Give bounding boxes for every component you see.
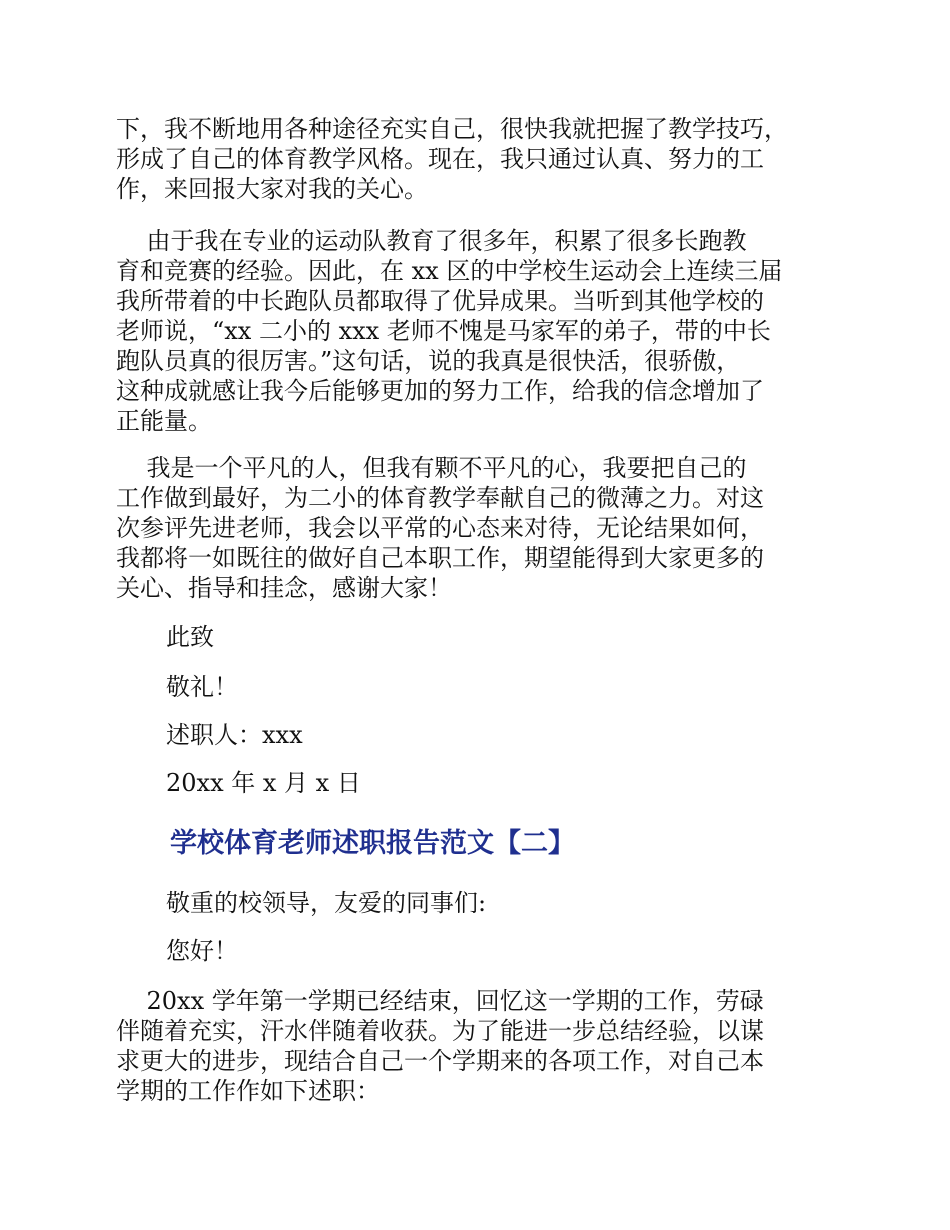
section-heading: 学校体育老师述职报告范文【二】 bbox=[170, 828, 575, 859]
text-line: 我所带着的中长跑队员都取得了优异成果。当听到其他学校的 bbox=[116, 287, 764, 315]
salutation-line: 敬重的校领导，友爱的同事们: bbox=[166, 889, 487, 917]
text-line: 伴随着充实，汗水伴随着收获。为了能进一步总结经验，以谋 bbox=[116, 1017, 764, 1045]
paragraph-summary bbox=[116, 986, 836, 1106]
closing-salute: 敬礼！ bbox=[166, 673, 238, 701]
paragraph-achievements bbox=[116, 226, 836, 436]
text-line: 20xx 学年第一学期已经结束，回忆这一学期的工作，劳碌 bbox=[116, 987, 764, 1015]
closing-line: 此致 bbox=[166, 623, 214, 651]
text-line: 关心、指导和挂念，感谢大家！ bbox=[116, 574, 452, 602]
text-line: 形成了自己的体育教学风格。现在，我只通过认真、努力的工 bbox=[116, 145, 764, 173]
greeting-line: 您好！ bbox=[166, 937, 238, 965]
text-line: 我是一个平凡的人，但我有颗不平凡的心，我要把自己的 bbox=[116, 454, 747, 482]
text-line: 求更大的进步，现结合自己一个学期来的各项工作，对自己本 bbox=[116, 1047, 764, 1075]
text-line: 跑队员真的很厉害。”这句话，说的我真是很快活，很骄傲， bbox=[116, 347, 741, 375]
date-line: 20xx 年 x 月 x 日 bbox=[166, 769, 361, 797]
text-line: 工作做到最好，为二小的体育教学奉献自己的微薄之力。对这 bbox=[116, 484, 764, 512]
text-line: 老师说，“xx 二小的 xxx 老师不愧是马家军的弟子，带的中长 bbox=[116, 317, 771, 345]
text-line: 次参评先进老师，我会以平常的心态来对待，无论结果如何， bbox=[116, 514, 764, 542]
paragraph-commitment bbox=[116, 453, 836, 603]
text-line: 由于我在专业的运动队教育了很多年，积累了很多长跑教 bbox=[116, 227, 747, 255]
text-line: 学期的工作作如下述职： bbox=[116, 1077, 380, 1105]
text-line: 正能量。 bbox=[116, 407, 212, 435]
text-line: 这种成就感让我今后能够更加的努力工作，给我的信念增加了 bbox=[116, 377, 764, 405]
text-line: 作，来回报大家对我的关心。 bbox=[116, 175, 428, 203]
text-line: 育和竞赛的经验。因此，在 xx 区的中学校生运动会上连续三届 bbox=[116, 257, 783, 285]
paragraph-continuation bbox=[116, 114, 836, 204]
text-line: 我都将一如既往的做好自己本职工作，期望能得到大家更多的 bbox=[116, 544, 764, 572]
signer-line: 述职人：xxx bbox=[166, 721, 303, 749]
text-line: 下，我不断地用各种途径充实自己，很快我就把握了教学技巧， bbox=[116, 115, 788, 143]
